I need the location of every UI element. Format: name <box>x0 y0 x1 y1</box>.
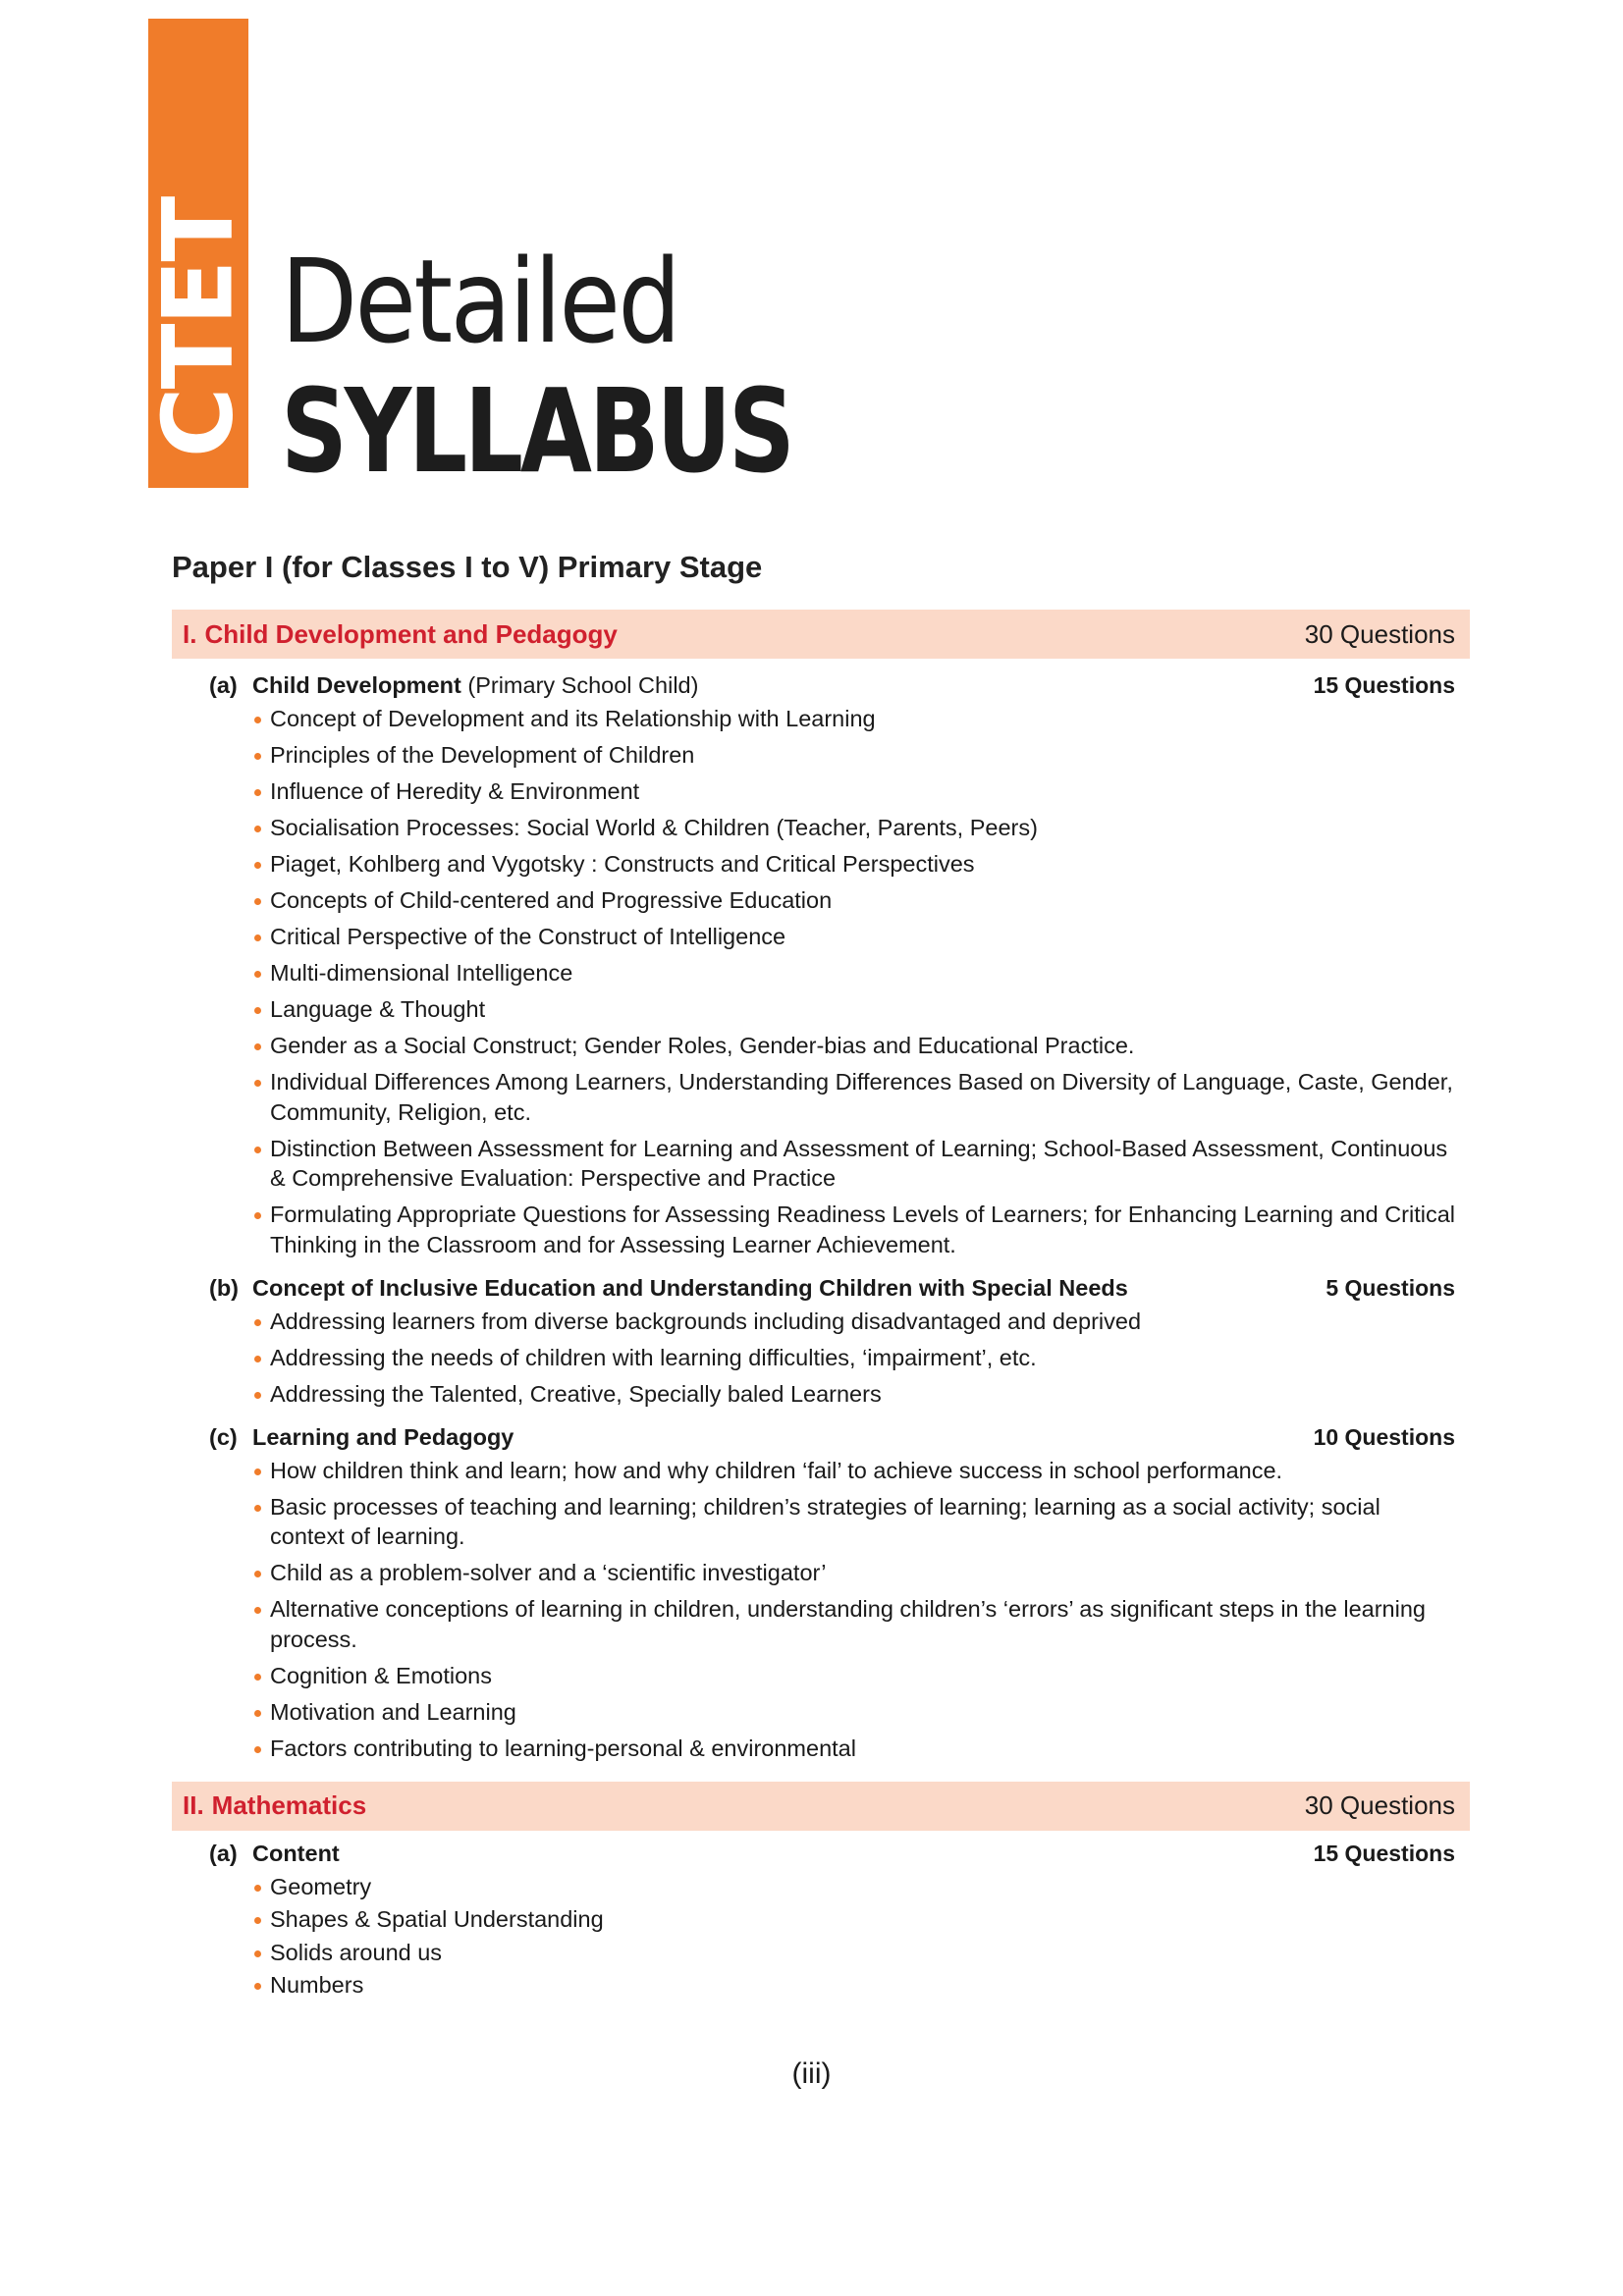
topic-list <box>209 1307 1455 1410</box>
list-item: Influence of Heredity & Environment <box>252 776 1455 807</box>
list-item: Distinction Between Assessment for Learning and Assessment of Learning; School-Based Assessment, Continuous & Comprehensive Evaluation: Perspective and Practice <box>252 1134 1455 1194</box>
list-item: Cognition & Emotions <box>252 1661 1455 1691</box>
bullet-icon <box>254 1468 261 1475</box>
syllabus-content <box>172 610 1470 2003</box>
bullet-icon <box>254 1007 261 1014</box>
subsection-header <box>209 1836 1455 1872</box>
brand-logo <box>142 197 254 458</box>
subsection-label: (b) <box>209 1274 240 1301</box>
bullet-icon <box>254 1710 261 1717</box>
paper-title: Paper I (for Classes I to V) Primary Stage <box>172 550 763 584</box>
section-question-count: 30 Questions <box>1304 618 1455 649</box>
bullet-icon <box>254 1607 261 1614</box>
section-title-text: Child Development and Pedagogy <box>204 618 618 649</box>
subsection-title: Concept of Inclusive Education and Understanding Children with Special Needs <box>252 1274 1128 1301</box>
topic-list <box>209 1456 1455 1764</box>
bullet-icon <box>254 826 261 832</box>
section-title <box>183 1790 366 1821</box>
bullet-icon <box>254 1147 261 1153</box>
bullet-icon <box>254 1043 261 1050</box>
subsection-learning-pedagogy <box>209 1419 1455 1764</box>
section-question-count: 30 Questions <box>1304 1790 1455 1820</box>
list-item: Concepts of Child-centered and Progressive Education <box>252 885 1455 916</box>
subsection-question-count: 15 Questions <box>1313 1840 1455 1866</box>
list-item: How children think and learn; how and why children ‘fail’ to achieve success in school performance. <box>252 1456 1455 1486</box>
bullet-icon <box>254 1950 261 1957</box>
subsection-note: (Primary School Child) <box>460 672 699 698</box>
list-item: Shapes & Spatial Understanding <box>252 1904 1455 1935</box>
bullet-icon <box>254 1885 261 1892</box>
list-item: Geometry <box>252 1872 1455 1902</box>
bullet-icon <box>254 1319 261 1326</box>
bullet-icon <box>254 1571 261 1577</box>
list-item: Socialisation Processes: Social World & Children (Teacher, Parents, Peers) <box>252 813 1455 843</box>
section-number: II. <box>183 1790 204 1820</box>
section-header-mathematics <box>172 1782 1470 1831</box>
topic-list <box>209 704 1455 1259</box>
list-item: Numbers <box>252 1970 1455 2001</box>
subsection-title: Learning and Pedagogy <box>252 1423 514 1450</box>
section-title <box>183 619 618 650</box>
list-item: Formulating Appropriate Questions for Assessing Readiness Levels of Learners; for Enhancing Learning and Critical Thinking in the Classroom and for Assessing Learner Achievement. <box>252 1200 1455 1259</box>
subsection-title: Child Development <box>252 672 461 698</box>
bullet-icon <box>254 753 261 760</box>
list-item: Individual Differences Among Learners, Understanding Differences Based on Diversity of Language, Caste, Gender, Community, Religion, etc. <box>252 1067 1455 1127</box>
subsection-header <box>209 1419 1455 1456</box>
bullet-icon <box>254 1392 261 1399</box>
bullet-icon <box>254 789 261 796</box>
bullet-icon <box>254 1080 261 1087</box>
bullet-icon <box>254 1746 261 1753</box>
page-number: (iii) <box>791 2057 832 2090</box>
subsection-inclusive-education <box>209 1270 1455 1410</box>
list-item: Critical Perspective of the Construct of Intelligence <box>252 922 1455 952</box>
list-item: Addressing the needs of children with learning difficulties, ‘impairment’, etc. <box>252 1343 1455 1373</box>
subsection-child-development <box>209 667 1455 1259</box>
brand-bar <box>142 19 254 488</box>
list-item: Alternative conceptions of learning in children, understanding children’s ‘errors’ as significant steps in the learning process. <box>252 1594 1455 1654</box>
list-item: Basic processes of teaching and learning; children’s strategies of learning; learning as a social activity; social context of learning. <box>252 1492 1455 1552</box>
subsection-question-count: 5 Questions <box>1325 1274 1455 1301</box>
subsection-label: (c) <box>209 1423 238 1450</box>
bullet-icon <box>254 934 261 941</box>
list-item: Factors contributing to learning-personal & environmental <box>252 1734 1455 1764</box>
subsection-label: (a) <box>209 672 238 698</box>
subsection-header <box>209 667 1455 704</box>
section-header-child-development <box>172 610 1470 659</box>
list-item: Addressing learners from diverse backgrounds including disadvantaged and deprived <box>252 1307 1455 1337</box>
topic-list <box>209 1872 1455 2001</box>
brand-text: CTET <box>142 197 254 458</box>
bullet-icon <box>254 898 261 905</box>
bullet-icon <box>254 1356 261 1362</box>
list-item: Concept of Development and its Relationship with Learning <box>252 704 1455 734</box>
list-item: Language & Thought <box>252 994 1455 1025</box>
list-item: Principles of the Development of Children <box>252 740 1455 771</box>
list-item: Solids around us <box>252 1938 1455 1968</box>
bullet-icon <box>254 971 261 978</box>
title-detailed: Detailed <box>281 234 679 369</box>
section-title-text: Mathematics <box>211 1790 367 1820</box>
list-item: Addressing the Talented, Creative, Specially baled Learners <box>252 1379 1455 1410</box>
section-number: I. <box>183 618 197 649</box>
subsection-title: Content <box>252 1840 340 1866</box>
bullet-icon <box>254 1917 261 1924</box>
bullet-icon <box>254 862 261 869</box>
bullet-icon <box>254 1505 261 1512</box>
list-item: Multi-dimensional Intelligence <box>252 958 1455 988</box>
bullet-icon <box>254 717 261 723</box>
list-item: Piaget, Kohlberg and Vygotsky : Constructs and Critical Perspectives <box>252 849 1455 880</box>
subsection-label: (a) <box>209 1840 238 1866</box>
bullet-icon <box>254 1212 261 1219</box>
bullet-icon <box>254 1674 261 1681</box>
subsection-header <box>209 1270 1455 1307</box>
subsection-question-count: 15 Questions <box>1313 672 1455 698</box>
list-item: Gender as a Social Construct; Gender Roles, Gender-bias and Educational Practice. <box>252 1031 1455 1061</box>
bullet-icon <box>254 1983 261 1990</box>
title-syllabus: SYLLABUS <box>281 363 792 499</box>
list-item: Child as a problem-solver and a ‘scientific investigator’ <box>252 1558 1455 1588</box>
subsection-math-content <box>209 1836 1455 2001</box>
subsection-question-count: 10 Questions <box>1313 1423 1455 1450</box>
list-item: Motivation and Learning <box>252 1697 1455 1728</box>
